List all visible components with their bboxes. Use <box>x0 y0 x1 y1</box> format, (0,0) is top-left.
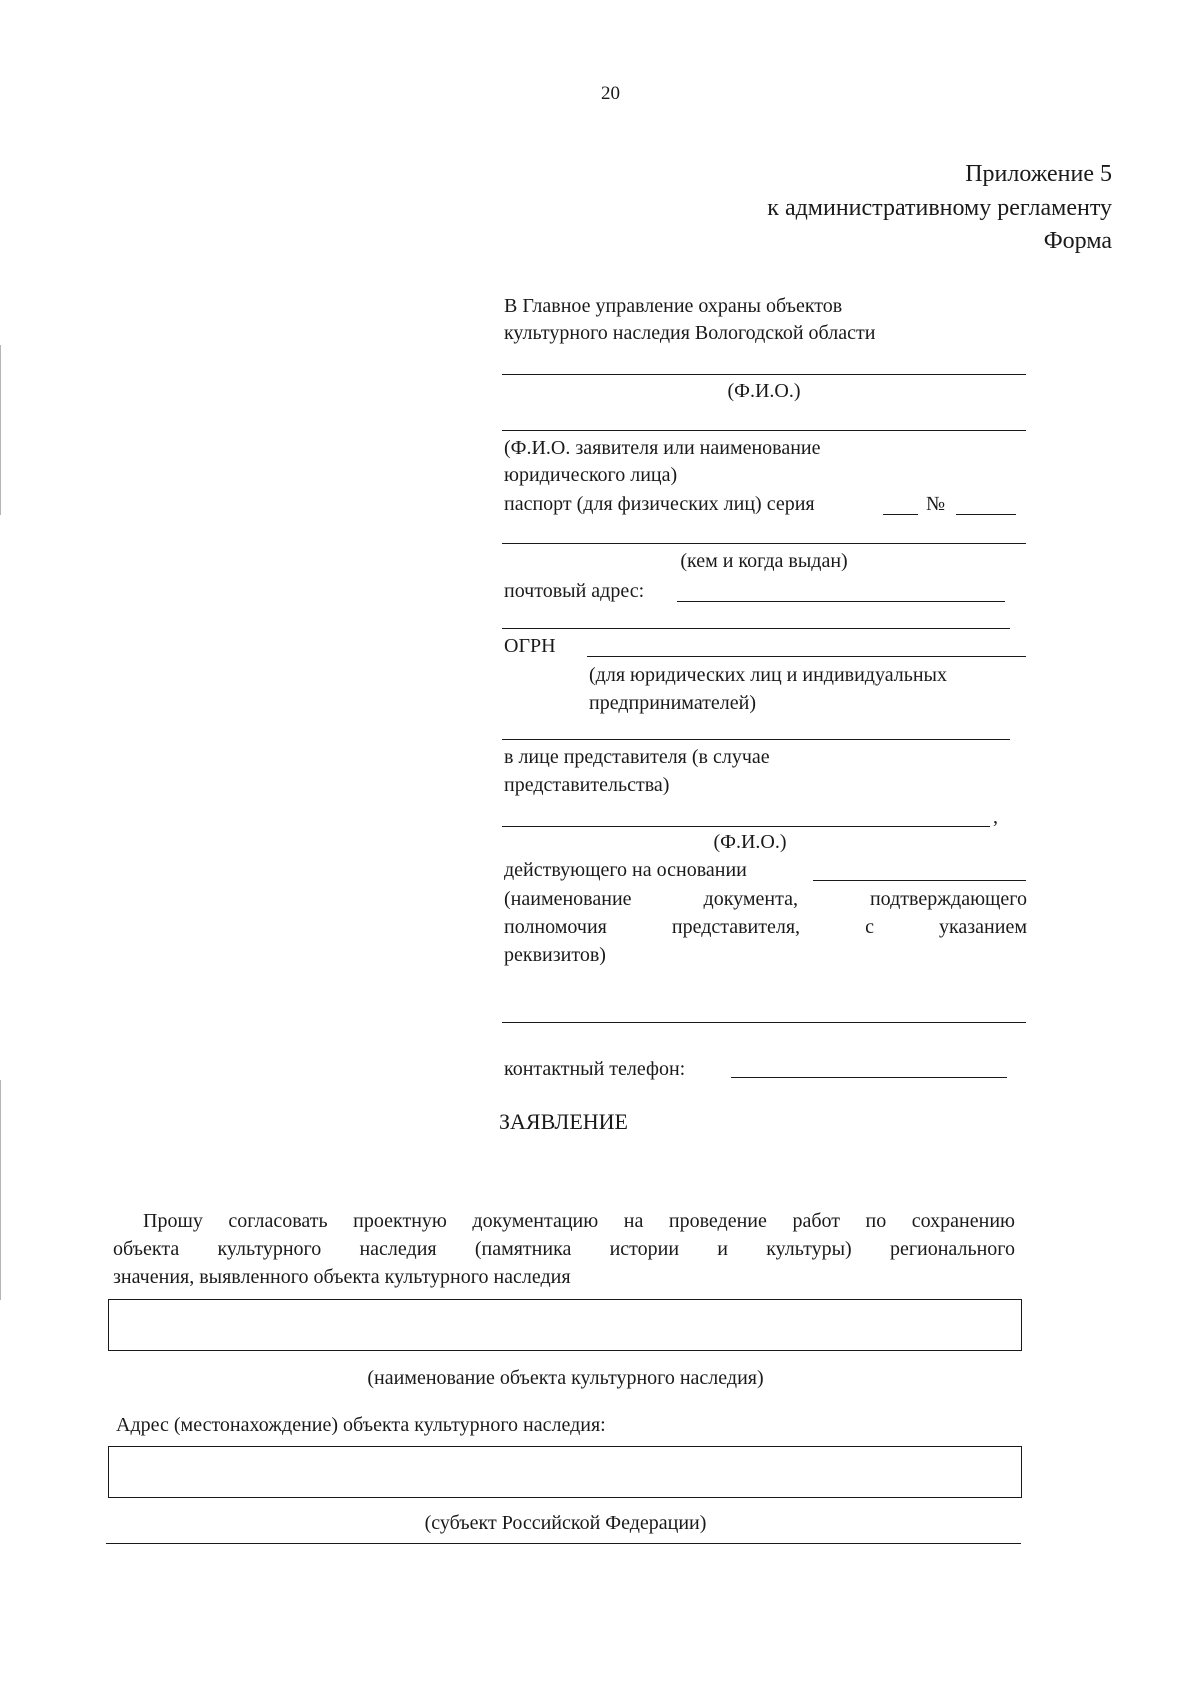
phone-field[interactable] <box>731 1077 1007 1078</box>
representative-line-2: представительства) <box>504 774 670 796</box>
scan-margin-mark <box>0 345 1 515</box>
statement-title: ЗАЯВЛЕНИЕ <box>499 1109 628 1134</box>
subject-input[interactable] <box>108 1446 1022 1498</box>
passport-label: паспорт (для физических лиц) серия <box>504 493 815 515</box>
page-number: 20 <box>601 83 620 104</box>
ogrn-caption-line-1: (для юридических лиц и индивидуальных <box>589 664 947 686</box>
form-label: Форма <box>1043 228 1112 254</box>
ogrn-caption-line-2: предпринимателей) <box>589 692 757 714</box>
subject-underline <box>106 1543 1021 1544</box>
document-caption-line-1: (наименование документа, подтверждающего <box>504 888 1027 910</box>
address-label: Адрес (местонахождение) объекта культурного наследия: <box>116 1414 606 1436</box>
basis-label: действующего на основании <box>504 859 747 881</box>
paragraph-line-3: значения, выявленного объекта культурного наследия <box>113 1266 571 1288</box>
postal-address-label: почтовый адрес: <box>504 580 645 602</box>
applicant-field[interactable] <box>502 430 1026 431</box>
ogrn-field[interactable] <box>587 656 1026 657</box>
postal-address-field[interactable] <box>677 601 1005 602</box>
passport-series-field[interactable] <box>883 514 918 515</box>
regulation-label: к административному регламенту <box>767 195 1112 221</box>
issued-by-caption: (кем и когда выдан) <box>680 550 848 572</box>
paragraph-line-2: объекта культурного наследия (памятника истории и культуры) регионального <box>113 1238 1015 1260</box>
ogrn-label: ОГРН <box>504 635 556 657</box>
issued-by-field[interactable] <box>502 543 1026 544</box>
object-name-input[interactable] <box>108 1299 1022 1351</box>
scan-margin-mark <box>0 1080 1 1300</box>
document-caption-line-3: реквизитов) <box>504 944 606 966</box>
applicant-caption-line-1: (Ф.И.О. заявителя или наименование <box>504 437 821 459</box>
appendix-label: Приложение 5 <box>965 161 1112 187</box>
addressee-line-2: культурного наследия Вологодской области <box>504 322 876 344</box>
representative-fio-caption: (Ф.И.О.) <box>713 831 787 853</box>
applicant-caption-line-2: юридического лица) <box>504 464 678 486</box>
ogrn-extra-field[interactable] <box>502 739 1010 740</box>
fio-caption: (Ф.И.О.) <box>727 380 801 402</box>
number-sign: № <box>926 493 946 515</box>
addressee-line-1: В Главное управление охраны объектов <box>504 295 843 317</box>
postal-address-field-2[interactable] <box>502 628 1010 629</box>
paragraph-line-1: Прошу согласовать проектную документацию на проведение работ по сохранению <box>143 1210 1015 1232</box>
comma: , <box>993 806 998 828</box>
subject-caption: (субъект Российской Федерации) <box>424 1512 707 1534</box>
phone-label: контактный телефон: <box>504 1058 686 1080</box>
object-name-caption: (наименование объекта культурного наследия) <box>367 1367 764 1389</box>
passport-number-field[interactable] <box>956 514 1016 515</box>
document-field[interactable] <box>502 1022 1026 1023</box>
document-caption-line-2: полномочия представителя, с указанием <box>504 916 1027 938</box>
representative-fio-field[interactable] <box>502 826 990 827</box>
representative-line-1: в лице представителя (в случае <box>504 746 770 768</box>
fio-field[interactable] <box>502 374 1026 375</box>
basis-field[interactable] <box>813 880 1026 881</box>
